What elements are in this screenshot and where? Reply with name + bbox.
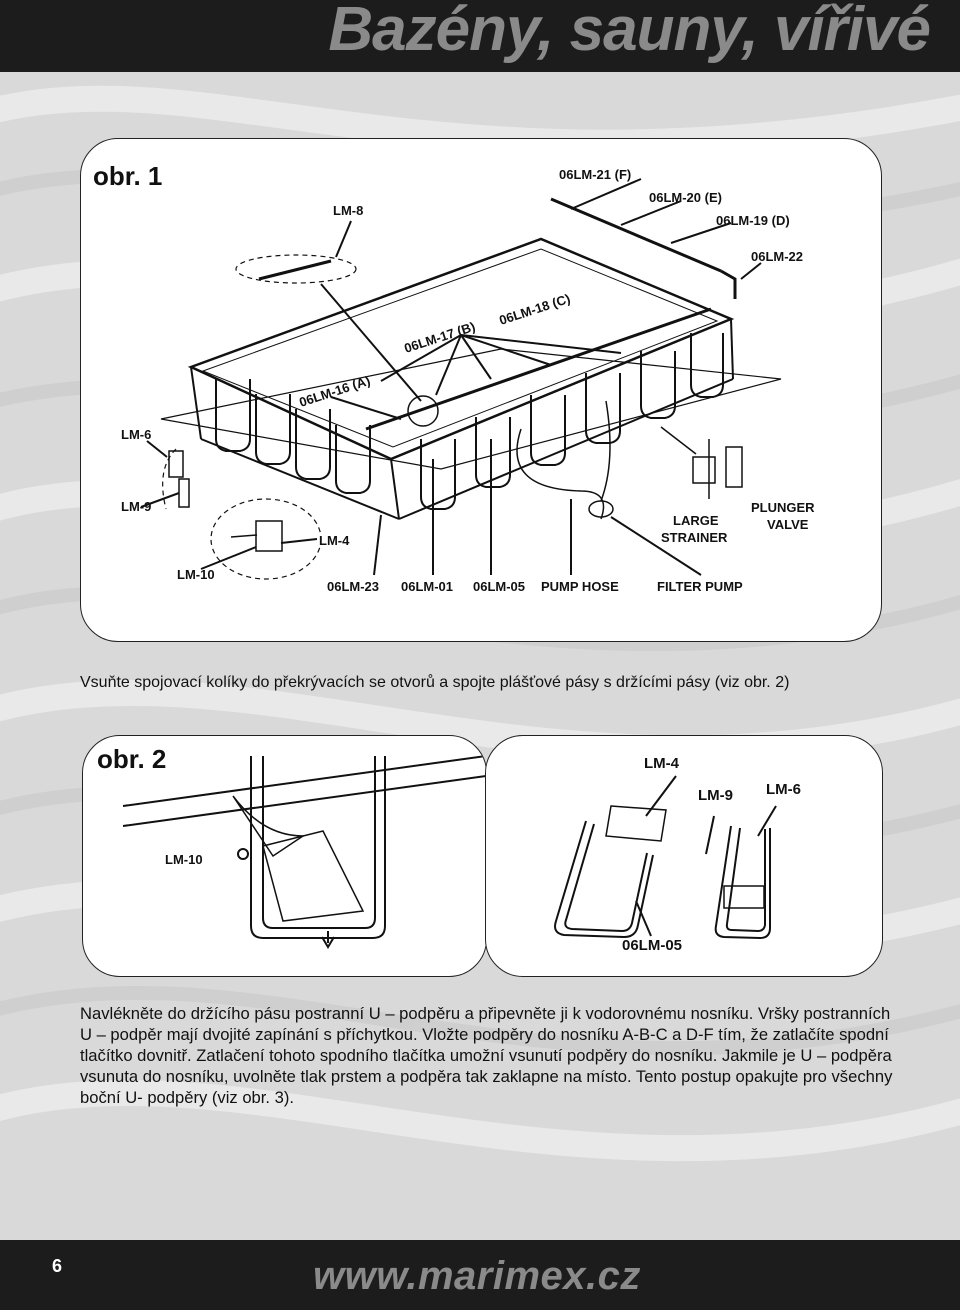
label-06lm-19: 06LM-19 (D): [716, 213, 790, 228]
label-06lm-18: 06LM-18 (C): [497, 290, 573, 328]
figure-1-caption: Vsuňte spojovací kolíky do překrývacích se otvorů a spojte plášťové pásy s držícími pásy (viz obr. 2): [80, 674, 790, 691]
label-06lm-20: 06LM-20 (E): [649, 190, 722, 205]
label-filter-pump: FILTER PUMP: [657, 579, 743, 594]
page-header: [0, 0, 960, 72]
label-06lm-16: 06LM-16 (A): [297, 372, 373, 410]
header-title: Bazény, sauny, vířivé: [328, 0, 930, 64]
support-insertion-diagram: [83, 736, 486, 976]
website-link[interactable]: www.marimex.cz: [313, 1254, 641, 1298]
label-valve: VALVE: [767, 517, 809, 532]
instruction-paragraph: Navlékněte do držícího pásu postranní U – podpěru a připevněte ji k vodorovnému nosníku. Vršky postranních U – podpěr mají dvojité zapínání s příchytkou. Vložte podpěry do nosníku A-B-C a D-F tím, že zatlačíte spodní tlačítko dovnitř. Zatlačení tohoto spodního tlačítka umožní vsunutí podpěry do nosníku. Jakmile je U – podpěra vsunuta do nosníku, uvolněte tlak prstem a podpěra tak zaklapne na místo. Tento postup opakujte pro všechny boční U- podpěry (viz obr. 3).: [80, 1004, 893, 1107]
label-06lm-21: 06LM-21 (F): [559, 167, 632, 182]
figure-1-label: obr. 1: [93, 161, 163, 191]
label-06lm-01: 06LM-01: [401, 579, 454, 594]
label-strainer: STRAINER: [661, 530, 728, 545]
label-lm-4: LM-4: [319, 533, 350, 548]
label-06lm-23: 06LM-23: [327, 579, 380, 594]
label-06lm-17: 06LM-17 (B): [402, 318, 478, 356]
label-lm-4-fig2: LM-4: [644, 755, 679, 772]
label-lm-6-fig2: LM-6: [766, 781, 801, 798]
figure-1-panel: [80, 138, 882, 642]
label-plunger: PLUNGER: [751, 500, 815, 515]
label-lm-10-fig2: LM-10: [165, 852, 203, 867]
pool-assembly-diagram: [81, 139, 881, 641]
label-pump-hose: PUMP HOSE: [541, 579, 619, 594]
label-lm-10: LM-10: [177, 567, 215, 582]
label-06lm-05-fig2: 06LM-05: [622, 937, 683, 954]
label-lm-8: LM-8: [333, 203, 364, 218]
label-lm-9: LM-9: [121, 499, 152, 514]
page-number: 6: [52, 1256, 63, 1276]
figure-2-right-panel: [485, 735, 883, 977]
label-06lm-05: 06LM-05: [473, 579, 526, 594]
figure-2-left-panel: [82, 735, 487, 977]
label-lm-9-fig2: LM-9: [698, 787, 733, 804]
page-footer: [0, 1240, 960, 1310]
label-06lm-22: 06LM-22: [751, 249, 804, 264]
support-parts-diagram: [486, 736, 882, 976]
label-large: LARGE: [673, 513, 719, 528]
figure-2-label: obr. 2: [97, 744, 167, 774]
label-lm-6: LM-6: [121, 427, 152, 442]
